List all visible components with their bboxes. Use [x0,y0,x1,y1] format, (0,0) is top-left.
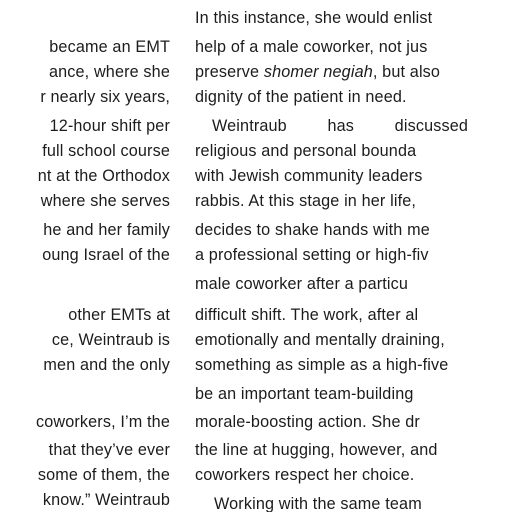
text-line: where she serves [40,192,170,210]
text-line: morale-boosting action. She dr [195,413,420,431]
text-line: he and her family [43,221,170,239]
text-line: some of them, the [37,466,170,484]
text-line: know.” Weintraub [42,491,170,509]
text-line: oung Israel of the [42,246,170,264]
text-line: r nearly six years, [40,88,170,106]
text-line: male coworker after a particu [195,275,409,293]
text-line: 12-hour shift per [49,117,170,135]
text-line: emotionally and mentally draining, [195,331,445,349]
text-line: something as simple as a high-five [195,356,449,374]
text-line: ance, where she [48,63,170,81]
text-line: Working with the same team [214,495,422,512]
text-line: became an EMT [49,38,170,56]
text-line: nt at the Orthodox [37,167,170,185]
text-line: coworkers respect her choice. [195,466,415,484]
text-line: religious and personal bounda [195,142,417,160]
text-line: help of a male coworker, not jus [195,38,428,56]
text-line [195,60,512,85]
text-line: Weintraub has discussed [212,117,469,135]
text-line: a professional setting or high-fiv [195,246,429,264]
text-line: full school course [42,142,170,160]
text-line: other EMTs at [68,306,170,324]
text-line: coworkers, I’m the [35,413,170,431]
text-run: preserve [195,63,260,81]
text-line: In this instance, she would enlist [195,9,433,27]
text-line: the line at hugging, however, and [195,441,438,459]
text-line: with Jewish community leaders [195,167,423,185]
text-line: be an important team-building [195,385,414,403]
text-line: rabbis. At this stage in her life, [195,192,417,210]
text-line: that they’ve ever [48,441,170,459]
text-line: difficult shift. The work, after al [195,306,419,324]
italic-term: shomer negiah [263,63,373,81]
text-line: decides to shake hands with me [195,221,430,239]
text-line: men and the only [43,356,170,374]
text-line: ce, Weintraub is [51,331,170,349]
text-run: , but also [372,63,441,81]
text-line: dignity of the patient in need. [195,88,407,106]
